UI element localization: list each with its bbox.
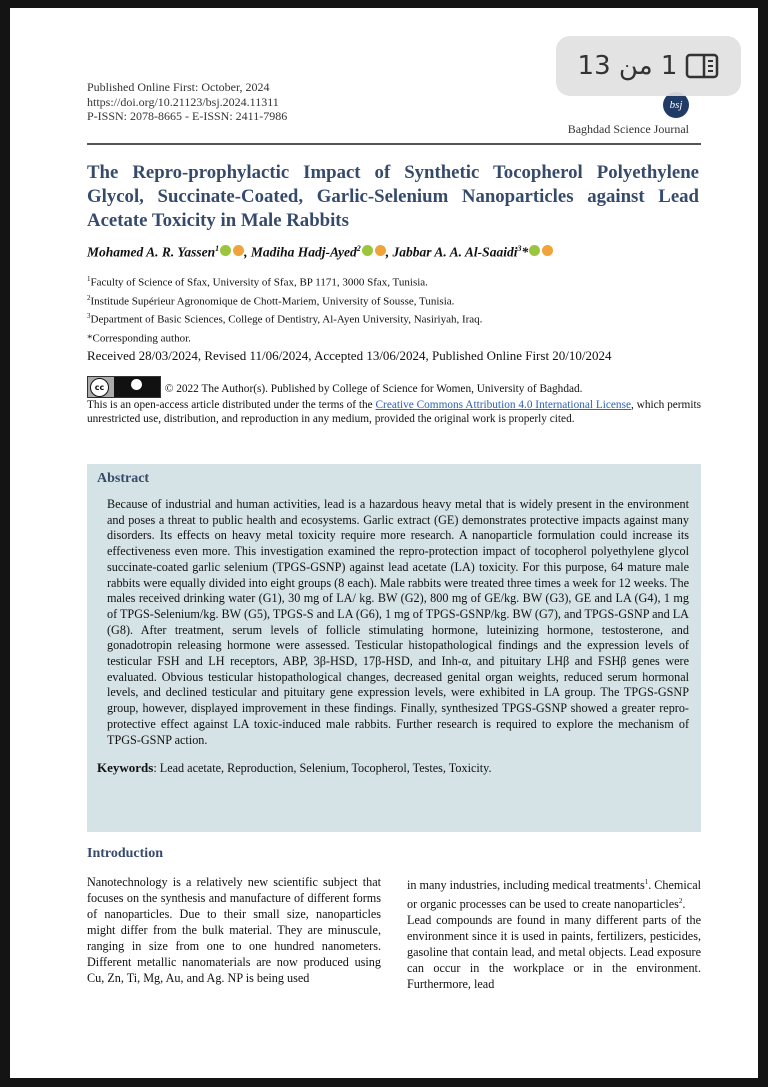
received-dates: Received 28/03/2024, Revised 11/06/2024, Accepted 13/06/2024, Published Online First 20/10/2024 [87,348,612,363]
affiliation-text: Faculty of Science of Sfax, University of Sfax, BP 1171, 3000 Sfax, Tunisia. [90,276,428,289]
orcid-icon[interactable] [362,245,373,256]
author-affiliation-number: 3 [517,244,522,253]
introduction-heading: Introduction [87,846,163,861]
keywords-list: : Lead acetate, Reproduction, Selenium, Tocopherol, Testes, Toxicity. [153,761,492,776]
citation[interactable]: 1 [644,878,649,886]
journal-name: Baghdad Science Journal [567,122,689,136]
document-page [10,8,758,1078]
abstract-box [87,464,701,832]
affiliations [87,272,701,347]
page-view-icon [685,53,719,79]
affiliation-number: 2 [87,293,91,302]
email-icon[interactable] [233,245,244,256]
page-indicator[interactable] [556,36,741,96]
paragraph-text: . Chemical or organic processes can be used to create nanoparticles [407,878,701,912]
affiliation-text: Institude Supérieur Agronomique de Chott-Mariem, University of Sousse, Tunisia. [90,295,455,308]
doi-link[interactable]: https://doi.org/10.21123/bsj.2024.11311 [87,94,279,109]
affiliation-item [87,309,701,328]
introduction-left-column [87,874,381,986]
paragraph [407,874,701,912]
author-name: Jabbar A. A. Al-Saaidi [392,244,518,260]
paragraph: Lead compounds are found in many different parts of the environment since it is used in paints, fertilizers, pesticides, gasoline that contain lead, and metal objects. Lead exposure can occur in the workplace or in the environment. Furthermore, lead [407,913,701,992]
paragraph: Nanotechnology is a relatively new scientific subject that focuses on the synthesis and manufacture of different forms of nanoparticles. Due to their small size, nanoparticles might differ from the bulk material. They are minuscule, ranging in size from one to one hundred nanometers. Different metallic nanomaterials are now produced using Cu, Zn, Ti, Mg, Au, and Ag. NP is being used [87,875,381,985]
affiliation-text: *Corresponding author. [87,332,191,345]
keywords-label: Keywords [97,760,154,776]
abstract-heading: Abstract [97,471,150,486]
cc-by-license-badge[interactable] [87,376,161,398]
paragraph-text: . [682,897,686,912]
affiliation-item [87,328,701,347]
email-icon[interactable] [542,245,553,256]
license-text [87,398,701,426]
cc-icon: cc [90,378,109,397]
issn: P-ISSN: 2078-8665 - E-ISSN: 2411-7986 [87,109,288,123]
license-link[interactable]: Creative Commons Attribution 4.0 International License [375,399,631,411]
journal-logo: bsj [663,92,689,118]
published-date: Published Online First: October, 2024 [87,80,270,94]
author-name: Mohamed A. R. Yassen [87,244,216,260]
affiliation-number: 1 [87,275,91,283]
introduction-right-column [407,874,701,992]
abstract-text: Because of industrial and human activities, lead is a hazardous heavy metal that is widely present in the environment and poses a threat to public health and ecosystems. Garlic extract (GE) demonstrates protective impacts against many disorders. Its effects on heavy metal toxicity require more research. A nanoparticle formulation could increase its effectiveness even more. This investigation examined the repro-protection impact of tocopherol polyethylene glycol succinate-coated garlic selenium (TPGS-GSNP) against lead acetate (LA) toxicity. For this purpose, 64 mature male rabbits were equally divided into eight groups (8 each). Male rabbits were treated three times a week for 12 weeks. The males received drinking water (G1), 30 mg of LA/ kg. BW (G2), 800 mg of GE/kg. BW (G3), GE and LA (G4), 1 mg of TPGS-Selenium/kg. BW (G5), TPGS-S and LA (G6), 1 mg of TPGS-GSNP/kg. BW (G7), and TPGS-GSNP and LA (G8). After treatment, serum levels of follicle stimulating hormone, luteinizing hormone, testosterone, and gonadotropin releasing hormone were assessed. Testicular histopathological findings and the expression levels of testicular FSH and LH receptors, ABP, 3β-HSD, 17β-HSD, and Inh-α, and pituitary LHβ and FSHβ genes were evaluated. Obvious testicular histopathological changes, decreased genital organ weights, reduced serum hormonal levels, and declined testicular and pituitary gene expression levels, were exhibited in LA group. The TPGS-GSNP group, however, displayed improvement in these findings. Finally, synthesized TPGS-GSNP showed a greater repro-protective effect against LA toxic-induced male rabbits. Further research is required to explore the mechanism of TPGS-GSNP action. [107,497,689,747]
orcid-icon[interactable] [220,245,231,256]
author-list [87,244,701,261]
article-title: The Repro-prophylactic Impact of Synthetic Tocopherol Polyethylene Glycol, Succinate-Coated, Garlic-Selenium Nanoparticles against Lead Acetate Toxicity in Male Rabbits [87,162,699,231]
author-separator: , [385,244,393,260]
paragraph-text: in many industries, including medical treatments [407,878,645,893]
license-text-after: , which permits unrestricted use, distribution, and reproduction in any medium, provided the original work is properly cited. [87,399,702,425]
license-block [87,376,701,426]
corresponding-marker: * [521,244,529,260]
copyright-line [87,376,701,398]
by-icon [114,377,160,397]
citation[interactable]: 2 [678,897,683,906]
email-icon[interactable] [375,245,386,256]
copyright-text: © 2022 The Author(s). Published by College of Science for Women, University of Baghdad. [164,383,583,395]
orcid-icon[interactable] [529,245,540,256]
affiliation-item [87,272,701,291]
affiliation-number: 3 [87,312,91,321]
author-affiliation-number: 1 [215,244,220,253]
author-affiliation-number: 2 [356,244,361,253]
affiliation-text: Department of Basic Sciences, College of Dentistry, Al-Ayen University, Nasiriyah, Iraq. [90,313,483,326]
affiliation-item [87,291,701,310]
author-separator: , [244,244,251,260]
header-divider [87,143,701,145]
license-text-before: This is an open-access article distributed under the terms of the [87,399,376,411]
author-name: Madiha Hadj-Ayed [250,244,357,260]
keywords [97,760,689,776]
page-indicator-text: 1 من 13 [577,51,678,81]
